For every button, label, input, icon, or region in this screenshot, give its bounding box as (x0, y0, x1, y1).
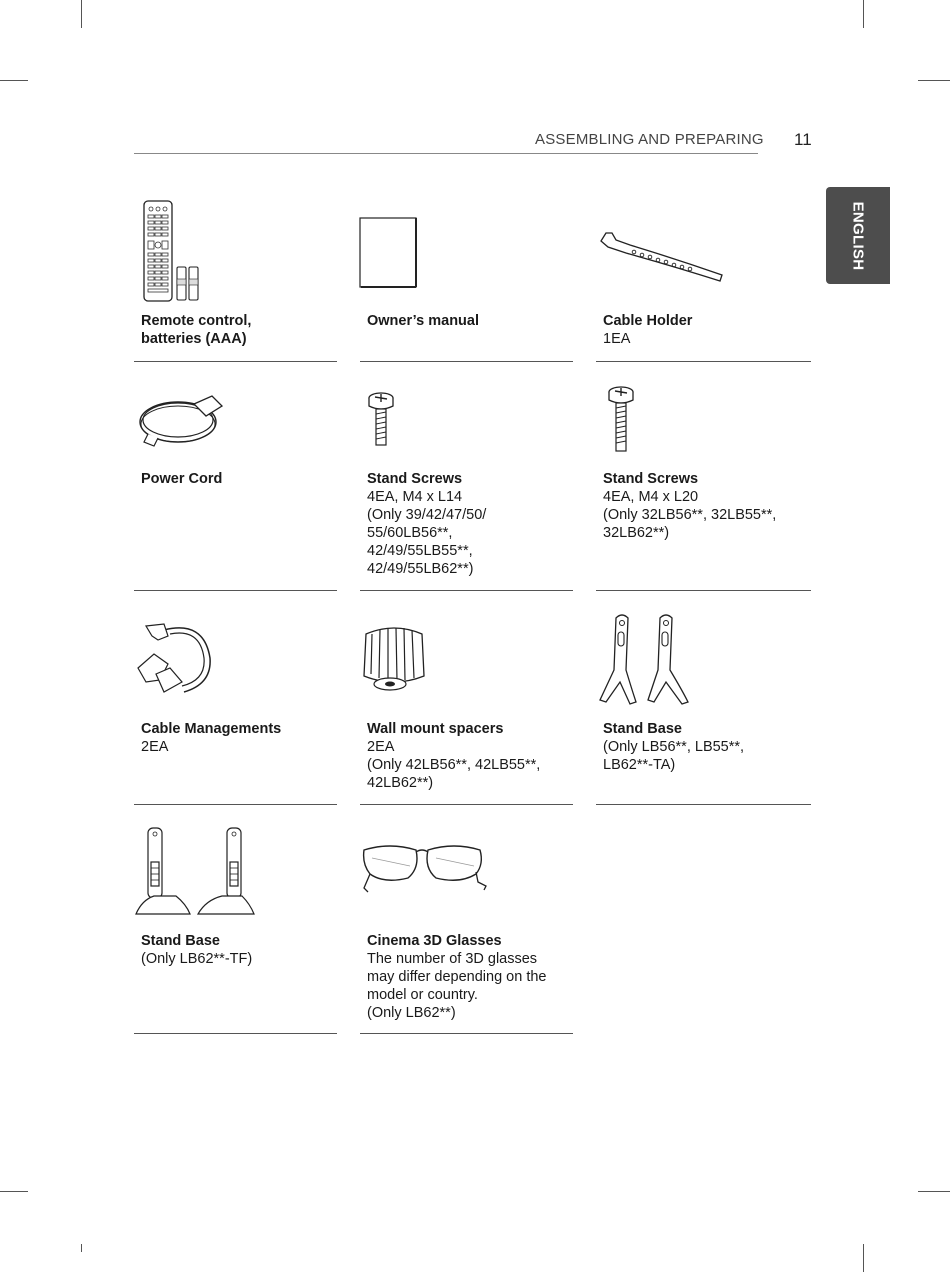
crop-mark (918, 1191, 950, 1192)
item-stand-base-ta (596, 610, 811, 805)
item-title: Cable Holder (603, 313, 693, 329)
language-tab (826, 187, 890, 284)
item-text (141, 720, 281, 756)
crop-mark (918, 80, 950, 81)
item-stand-screws-l14 (360, 376, 573, 591)
item-title: Stand Screws (603, 471, 699, 487)
screw-icon (596, 376, 656, 466)
item-text (367, 470, 486, 578)
item-description: (Only LB62**-TF) (141, 951, 253, 967)
item-remote-control (134, 195, 337, 362)
item-stand-screws-l20 (596, 376, 811, 591)
crop-mark (863, 1244, 864, 1272)
item-rule (134, 590, 337, 591)
item-text (141, 932, 252, 968)
crop-mark (0, 80, 28, 81)
item-text (141, 312, 251, 348)
cable-clip-icon (134, 610, 234, 710)
item-title: Stand Screws (367, 471, 463, 487)
item-text (367, 720, 540, 792)
item-description: 4EA, M4 x L14 (Only 39/42/47/50/ 55/60LB56**, 42/49/55LB55**, 42/49/55LB62**) (367, 489, 487, 577)
item-rule (134, 804, 337, 805)
item-title: Cinema 3D Glasses (367, 933, 502, 949)
remote-control-icon (134, 195, 214, 305)
item-rule (596, 590, 811, 591)
item-text (367, 312, 479, 330)
item-title: Power Cord (141, 471, 223, 487)
crop-mark (863, 0, 864, 28)
page-number: 11 (794, 130, 812, 149)
item-title: Stand Base (603, 721, 682, 737)
crop-mark (0, 1191, 28, 1192)
crop-mark (81, 1244, 82, 1252)
item-title: Remote control, batteries (AAA) (141, 313, 252, 347)
item-title: Stand Base (141, 933, 220, 949)
item-description: 2EA (Only 42LB56**, 42LB55**, 42LB62**) (367, 739, 541, 791)
item-text (603, 312, 692, 348)
item-description: 4EA, M4 x L20 (Only 32LB56**, 32LB55**, 32LB62**) (603, 489, 777, 541)
crop-mark (81, 0, 82, 28)
item-stand-base-tf (134, 824, 337, 1034)
item-cable-managements (134, 610, 337, 805)
item-rule (360, 1033, 573, 1034)
section-title: ASSEMBLING AND PREPARING (535, 131, 764, 148)
spacer-icon (360, 610, 440, 710)
item-rule (596, 804, 811, 805)
glasses-icon (360, 824, 490, 914)
item-text (367, 932, 547, 1022)
item-description: (Only LB56**, LB55**, LB62**-TA) (603, 739, 745, 773)
item-rule (360, 804, 573, 805)
cable-holder-icon (596, 195, 736, 305)
item-description: The number of 3D glasses may differ depending on the model or country. (Only LB62**) (367, 951, 547, 1021)
power-cord-icon (134, 376, 234, 466)
header-rule (134, 153, 758, 154)
item-text (141, 470, 222, 488)
item-cinema-3d-glasses (360, 824, 573, 1034)
item-description: 2EA (141, 739, 169, 755)
item-title: Cable Managements (141, 721, 282, 737)
item-wall-mount-spacers (360, 610, 573, 805)
item-cable-holder (596, 195, 811, 362)
item-title: Owner’s manual (367, 313, 480, 329)
language-tab-label: ENGLISH (849, 201, 867, 270)
item-rule (134, 361, 337, 362)
manual-icon (360, 195, 440, 305)
item-power-cord (134, 376, 337, 591)
stand-base-tf-icon (134, 824, 264, 924)
item-rule (134, 1033, 337, 1034)
item-rule (596, 361, 811, 362)
item-text (603, 470, 776, 542)
item-rule (360, 590, 573, 591)
screw-icon (360, 376, 420, 466)
stand-base-icon (596, 610, 696, 710)
item-description: 1EA (603, 331, 631, 347)
item-text (603, 720, 744, 774)
item-title: Wall mount spacers (367, 721, 504, 737)
item-rule (360, 361, 573, 362)
item-owners-manual (360, 195, 573, 362)
